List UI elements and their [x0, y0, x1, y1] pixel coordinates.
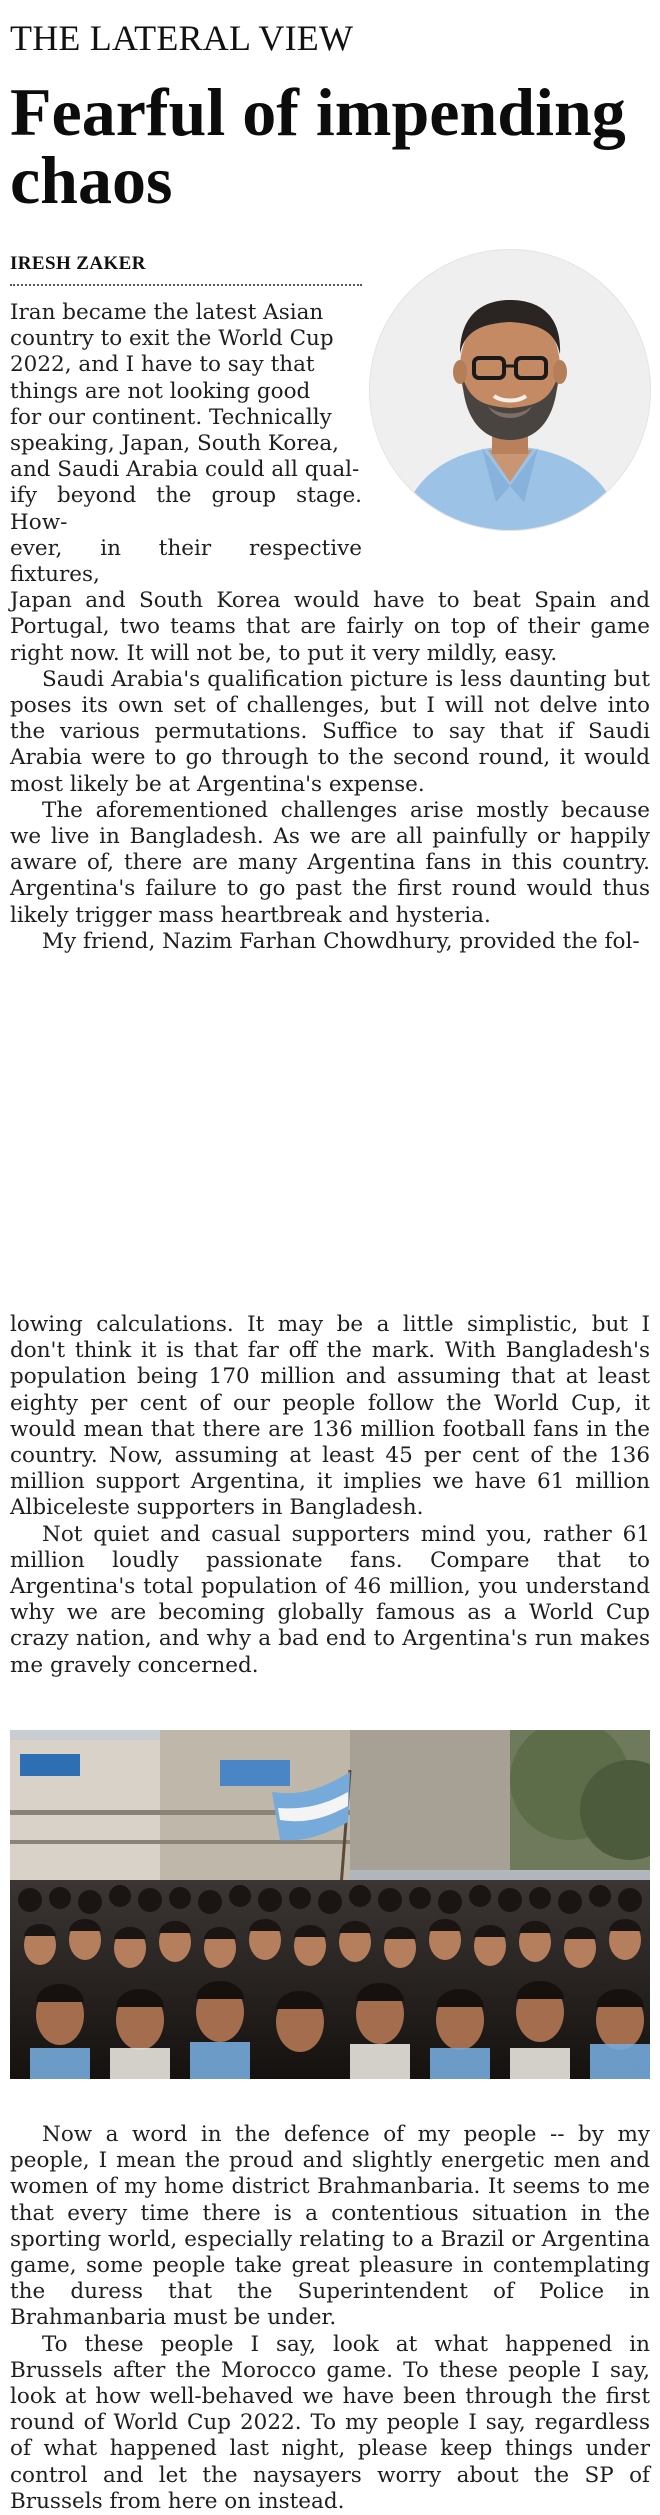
article-paragraph-4-start: My friend, Nazim Farhan Chowdhury, provided the fol-	[42, 928, 640, 954]
article-paragraph-6: Now a word in the defence of my people -- by my people, I mean the proud and slightly energetic men and women of my home district Brahmanbaria. It seems to me that every time there is a contentious situation in the sporting world, especially relating to a Brazil or Argentina game, some people take great pleasure in contemplating the duress that the Superintendent of Police in Brahmanbaria must be under.	[10, 2122, 650, 2331]
text-line: ify beyond the group stage. How-	[10, 483, 362, 535]
text-line: country to exit the World Cup	[10, 326, 334, 352]
article-paragraph-5: Not quiet and casual supporters mind you, rather 61 million loudly passionate fans. Compare that to Argentina's total population of 46 million, you understand why we are becoming globally famous as a World Cup crazy nation, and why a bad end to Argentina's run makes me gravely concerned.	[10, 1521, 650, 1678]
article-continuation	[10, 1312, 650, 1679]
text-line: Iran became the latest Asian	[10, 300, 324, 325]
article-final-section	[10, 2122, 650, 2515]
text-line: for our continent. Technically	[10, 404, 332, 430]
text-line: ever, in their respective fixtures,	[10, 535, 362, 588]
text-line: 2022, and I have to say that	[10, 352, 315, 378]
article-paragraph-1	[10, 300, 650, 955]
article-paragraph-7: To these people I say, look at what happened in Brussels after the Morocco game. To these people I say, look at how well-behaved we have been through the first round of World Cup 2022. To my people I say, regardless of what happened last night, please keep things under control and let the naysayers worry about the SP of Brussels from here on instead.	[10, 2331, 650, 2514]
text-line: things are not looking good	[10, 378, 311, 404]
text-line: speaking, Japan, South Korea,	[10, 431, 339, 457]
paragraph-1-continuation: Japan and South Korea would have to beat Spain and Portugal, two teams that are fairly on top of their game right now. It will not be, to put it very mildly, easy.	[10, 588, 650, 666]
text-line: and Saudi Arabia could all qual-	[10, 457, 360, 483]
byline-divider	[10, 284, 362, 286]
byline: IRESH ZAKER	[10, 253, 146, 274]
article-paragraph-3: The aforementioned challenges arise mostly because we live in Bangladesh. As we are all painfully or happily aware of, there are many Argentina fans in this country. Argentina's failure to go past the first round would thus likely trigger mass heartbreak and hysteria.	[10, 797, 650, 928]
paragraph-1-wrapped-lines	[10, 300, 362, 588]
crowd-photo	[10, 1730, 650, 2079]
headline: Fearful of impending chaos	[10, 74, 626, 218]
article-paragraph-4-cont: lowing calculations. It may be a little simplistic, but I don't think it is that far off the mark. With Bangladesh's population being 170 million and assuming that at least eighty per cent of our people follow the World Cup, it would mean that there are 136 million football fans in the country. Now, assuming at least 45 per cent of the 136 million support Argentina, it implies we have 61 million Albiceleste supporters in Bangladesh.	[10, 1312, 650, 1521]
column-kicker: THE LATERAL VIEW	[10, 18, 354, 58]
article-paragraph-2: Saudi Arabia's qualification picture is less daunting but poses its own set of challenges, but I will not delve into the various permutations. Suffice to say that if Saudi Arabia were to go through to the second round, it would most likely be at Argentina's expense.	[10, 666, 650, 797]
crowd-photo-illustration	[10, 1730, 650, 2079]
